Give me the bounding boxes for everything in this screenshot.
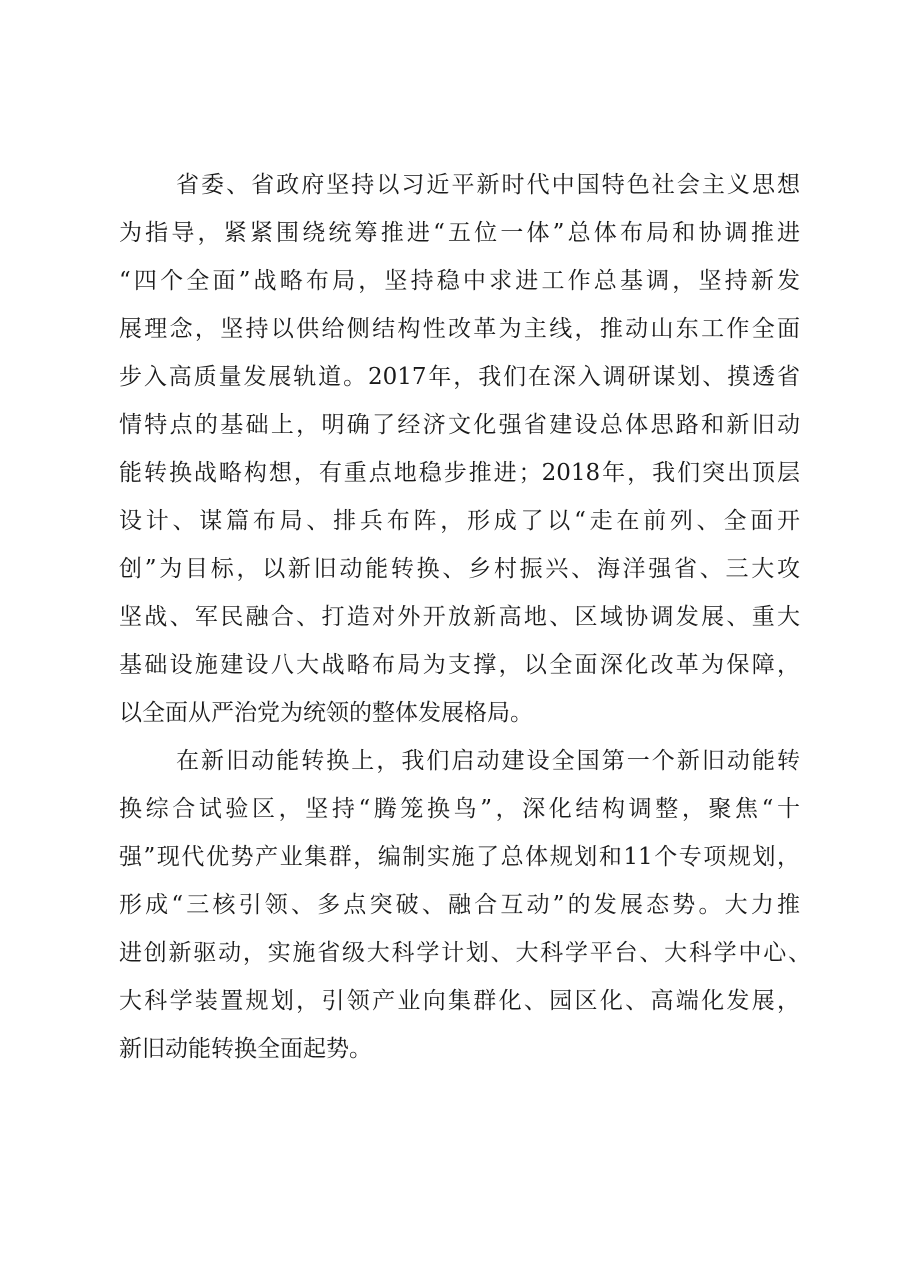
paragraph-2-line-7: 新旧动能转换全面起势。: [119, 1036, 372, 1062]
paragraph-2-line-5: 进创新驱动，实施省级大科学计划、大科学平台、大科学中心、: [119, 940, 811, 966]
paragraph-1-line-6: 情特点的基础上，明确了经济文化强省建设总体思路和新旧动: [119, 412, 800, 438]
paragraph-2-line-1: 在新旧动能转换上，我们启动建设全国第一个新旧动能转: [176, 748, 800, 774]
paragraph-1-line-4: 展理念，坚持以供给侧结构性改革为主线，推动山东工作全面: [119, 316, 800, 342]
paragraph-1-line-8: 设计、谋篇布局、排兵布阵，形成了以“走在前列、全面开: [119, 508, 800, 534]
paragraph-2-line-4: 形成“三核引领、多点突破、融合互动”的发展态势。大力推: [119, 892, 800, 918]
paragraph-1-line-2: 为指导，紧紧围绕统筹推进“五位一体”总体布局和协调推进: [119, 220, 800, 246]
paragraph-1-line-3: “四个全面”战略布局，坚持稳中求进工作总基调，坚持新发: [119, 268, 800, 294]
paragraph-1-line-11: 基础设施建设八大战略布局为支撑，以全面深化改革为保障，: [119, 652, 800, 678]
paragraph-1-line-1: 省委、省政府坚持以习近平新时代中国特色社会主义思想: [176, 172, 800, 198]
paragraph-2-line-3: 强”现代优势产业集群，编制实施了总体规划和11个专项规划，: [119, 844, 800, 870]
paragraph-1-line-10: 坚战、军民融合、打造对外开放新高地、区域协调发展、重大: [119, 604, 800, 630]
paragraph-2-line-2: 换综合试验区，坚持“腾笼换鸟”，深化结构调整，聚焦“十: [119, 796, 800, 822]
paragraph-2-line-6: 大科学装置规划，引领产业向集群化、园区化、高端化发展，: [119, 988, 800, 1014]
paragraph-1-line-12: 以全面从严治党为统领的整体发展格局。: [119, 700, 533, 726]
paragraph-1-line-5: 步入高质量发展轨道。2017年，我们在深入调研谋划、摸透省: [119, 364, 800, 390]
paragraph-1-line-9: 创”为目标，以新旧动能转换、乡村振兴、海洋强省、三大攻: [119, 556, 800, 582]
paragraph-1-line-7: 能转换战略构想，有重点地稳步推进；2018年，我们突出顶层: [119, 460, 800, 486]
